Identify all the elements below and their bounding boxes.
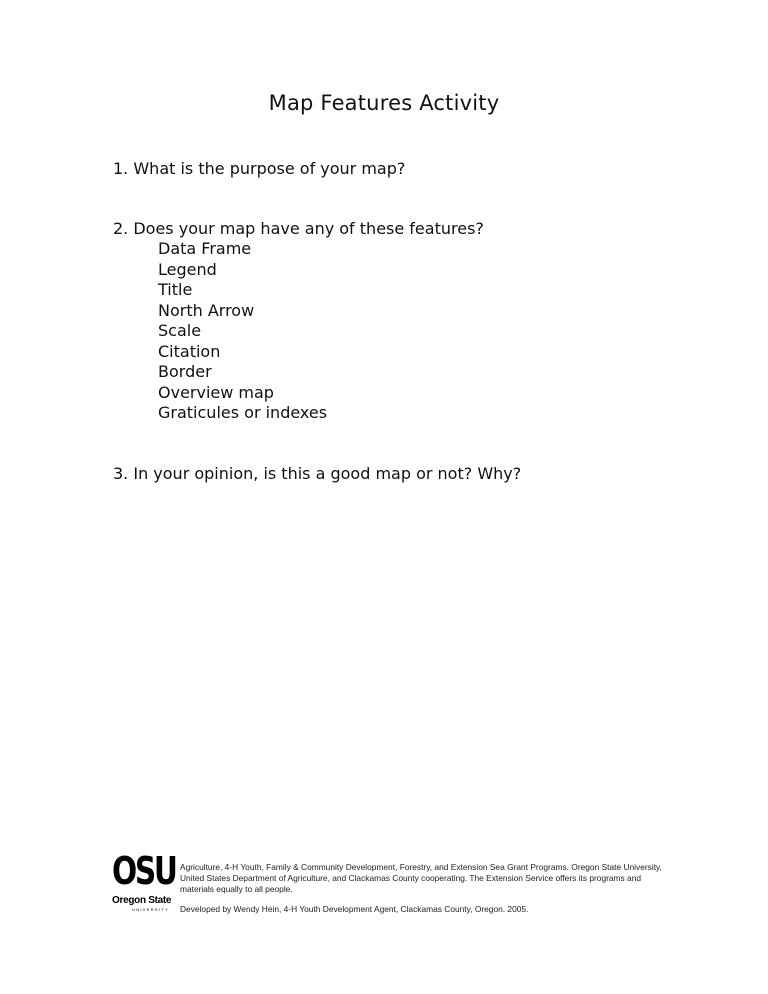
footer-credit: Developed by Wendy Hein, 4-H Youth Development Agent, Clackamas County, Oregon. 2005. <box>180 904 529 914</box>
feature-item: Overview map <box>158 382 274 402</box>
feature-item: Scale <box>158 321 202 340</box>
osu-logo <box>112 849 176 916</box>
footer <box>112 849 672 916</box>
feature-item: Legend <box>158 259 217 279</box>
osu-logo-subtitle: Oregon State <box>112 895 172 906</box>
feature-item: Graticules or indexes <box>158 403 328 422</box>
feature-item: Border <box>158 362 212 381</box>
feature-item: Citation <box>158 341 221 361</box>
question-3: 3. In your opinion, is this a good map or not? Why? <box>113 464 522 483</box>
question-1: 1. What is the purpose of your map? <box>113 159 406 178</box>
osu-logo-university: UNIVERSITY <box>132 907 170 912</box>
footer-disclaimer: Agriculture, 4-H Youth, Family & Community Development, Forestry, and Extension Sea Grant Programs. Oregon State University, United States Department of Agriculture, and Clackamas County cooperating. The Extension Service offers its programs and materials equally to all people. <box>180 862 662 894</box>
feature-list <box>158 239 327 424</box>
feature-item: Title <box>158 280 193 299</box>
page-title: Map Features Activity <box>268 91 500 115</box>
feature-item: Data Frame <box>158 239 252 258</box>
question-2: 2. Does your map have any of these features? <box>113 219 484 238</box>
feature-item: North Arrow <box>158 300 255 320</box>
osu-logo-wordmark: OSU <box>112 849 176 893</box>
